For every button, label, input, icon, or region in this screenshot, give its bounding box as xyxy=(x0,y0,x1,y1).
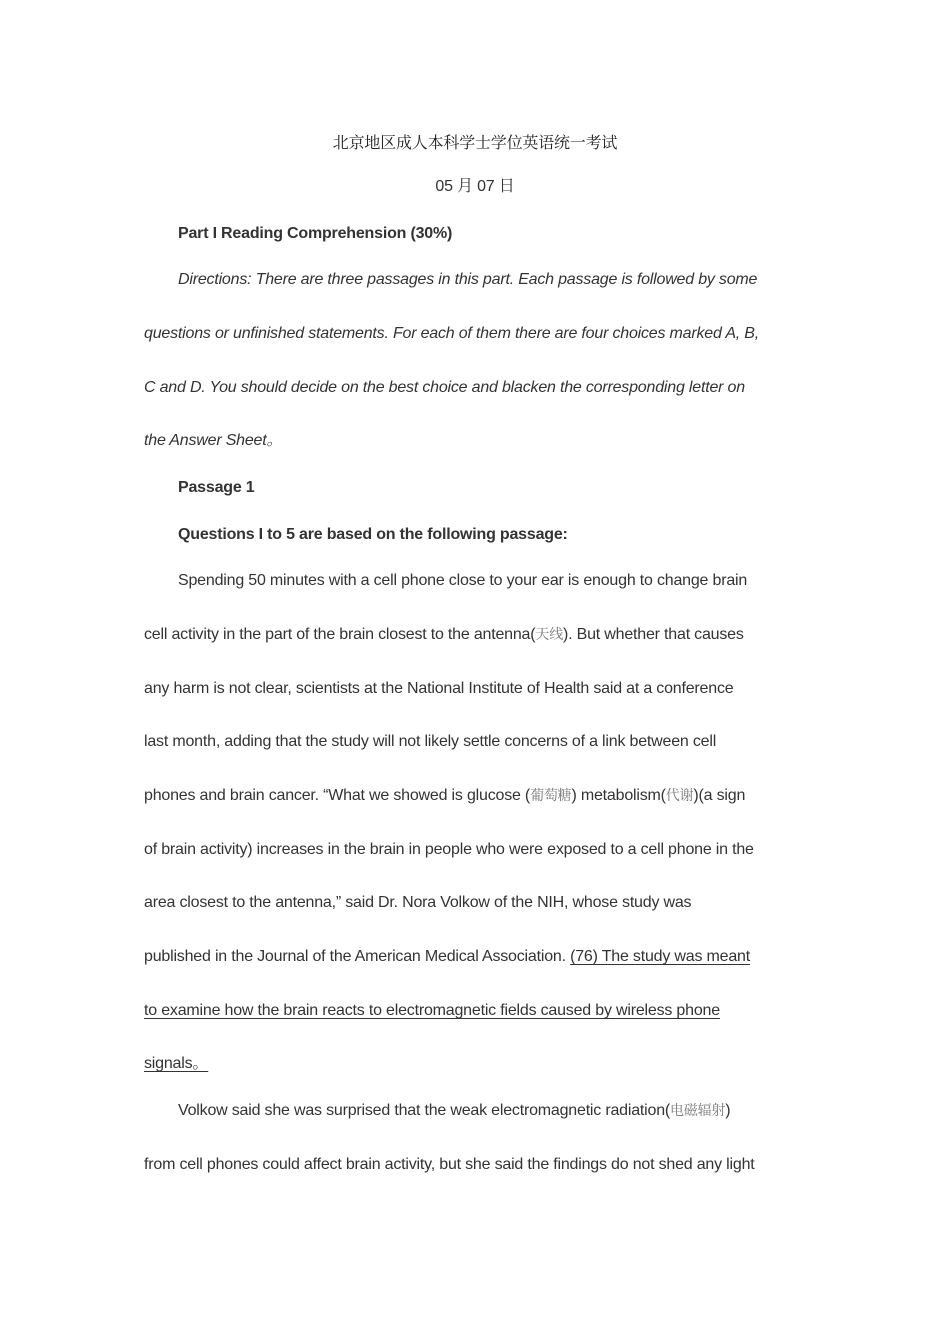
line-text: ) xyxy=(725,1102,731,1119)
line-text: Volkow said she was surprised that the weak electromagnetic radiation( xyxy=(178,1102,671,1119)
passage-line xyxy=(144,1054,208,1074)
passage-line xyxy=(144,625,744,645)
document-title: 北京地区成人本科学士学位英语统一考试 xyxy=(332,133,618,152)
translation-sentence: (76) The study was meant xyxy=(570,948,750,965)
passage-line: Spending 50 minutes with a cell phone close to your ear is enough to change brain xyxy=(178,572,748,589)
passage-heading: Passage 1 xyxy=(178,479,255,496)
line-text: ). But whether that causes xyxy=(563,626,744,643)
passage-line: of brain activity) increases in the brain in people who were exposed to a cell phone in the xyxy=(144,841,754,858)
directions-line: questions or unfinished statements. For each of them there are four choices marked A, B, xyxy=(144,325,760,342)
passage-line xyxy=(144,1001,720,1021)
chinese-gloss: 代谢 xyxy=(665,788,694,804)
passage-line: last month, adding that the study will not likely settle concerns of a link between cell xyxy=(144,733,717,750)
directions-line: the Answer Sheet。 xyxy=(144,432,283,449)
line-text: ) metabolism( xyxy=(571,787,666,804)
chinese-gloss: 电磁辐射 xyxy=(670,1103,726,1119)
line-text: phones and brain cancer. “What we showed is glucose ( xyxy=(144,787,531,804)
chinese-gloss: 葡萄糖 xyxy=(530,788,572,804)
line-text: published in the Journal of the American Medical Association. xyxy=(144,948,571,965)
line-text: cell activity in the part of the brain closest to the antenna( xyxy=(144,626,536,643)
translation-sentence: signals。 xyxy=(144,1055,209,1072)
line-text: )(a sign xyxy=(693,787,746,804)
passage-line xyxy=(144,786,745,806)
directions-line: Directions: There are three passages in this part. Each passage is followed by some xyxy=(178,271,758,288)
part-heading: Part I Reading Comprehension (30%) xyxy=(178,225,453,242)
document-date: 05 月 07 日 xyxy=(435,178,515,195)
passage-line xyxy=(178,1101,730,1121)
passage-line: from cell phones could affect brain activity, but she said the findings do not shed any light xyxy=(144,1156,755,1173)
translation-sentence: to examine how the brain reacts to electromagnetic fields caused by wireless phone xyxy=(144,1002,720,1019)
directions-line: C and D. You should decide on the best choice and blacken the corresponding letter on xyxy=(144,379,745,396)
passage-line xyxy=(144,947,750,967)
passage-subheading: Questions I to 5 are based on the following passage: xyxy=(178,526,568,543)
passage-line: any harm is not clear, scientists at the National Institute of Health said at a conference xyxy=(144,680,734,697)
passage-line: area closest to the antenna,” said Dr. Nora Volkow of the NIH, whose study was xyxy=(144,894,692,911)
chinese-gloss: 天线 xyxy=(535,627,563,643)
